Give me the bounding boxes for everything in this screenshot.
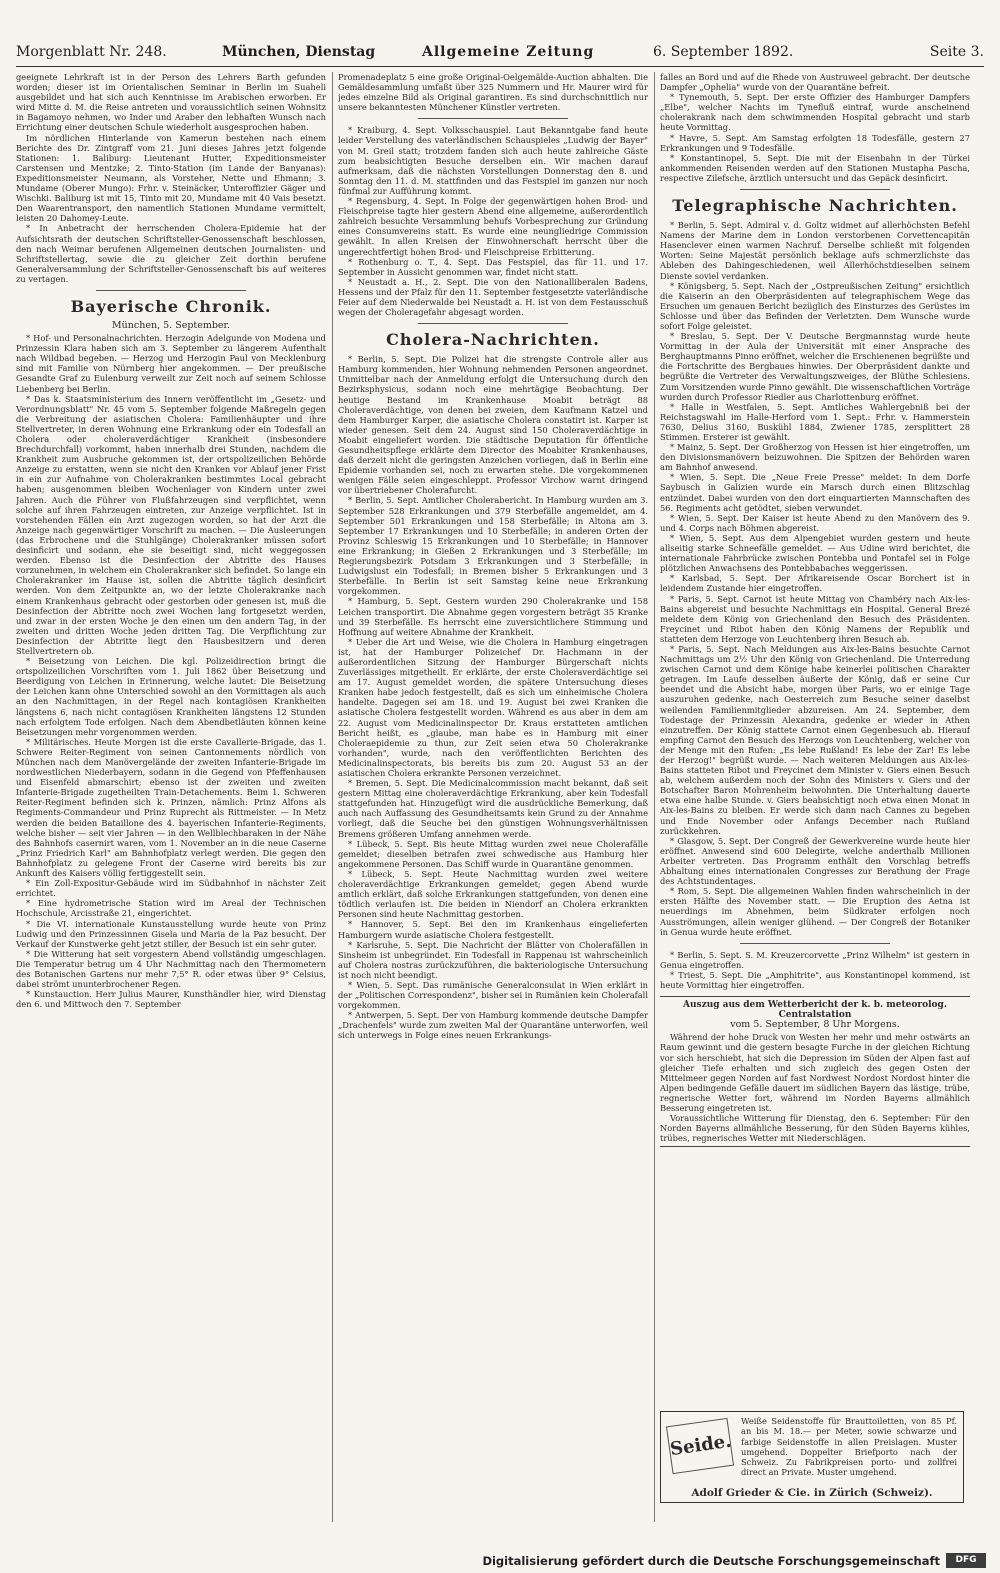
section-heading-cholera-nachrichten: Cholera-Nachrichten. [386,330,600,350]
divider [418,118,568,119]
article-paragraph: * Hamburg, 5. Sept. Gestern wurden 290 Cholerakranke und 158 Leichen transportirt. Die Abnahme gegen vorgestern beträgt 35 Kranke und 39 Sterbefälle. Es herrscht eine zuversichtlichere Stimmung und Hoffnung auf weitere Abnahme der Krankheit. [338,596,648,637]
article-paragraph: * Bremen, 5. Sept. Die Medicinalcommission macht bekannt, daß seit gestern Mittag eine choleraverdächtige Erkrankung, aber kein Todesfall stattgefunden hat. Hinzugefügt wird die ausdrückliche Bemerkung, daß auch nach Auffassung des Gesundheitsamts kein Grund zu der Annahme vorliegt, daß die Seuche bei den günstigen Wohnungsverhältnissen Bremens größeren Umfang annehmen werde. [338,778,648,839]
article-paragraph: * Beisetzung von Leichen. Die kgl. Polizeidirection bringt die ortspolizeilichen Vorschriften vom 1. Juli 1862 über Beisetzung und Beerdigung von Leichen in Erinnerung, welche lautet: Die Beisetzung der Leichen kann ohne Unterschied sowohl an den Vormittagen als auch an den Nachmittagen, in der Regel nach kontagiösen Krankheiten längstens 6, nach nicht contagiösen Krankheiten längstens 12 Stunden nach erfolgtem Tode erfolgen. Nach dem Abendbetläuten können keine Beisetzungen mehr vorgenommen werden. [16,656,326,737]
article-paragraph: * Rom, 5. Sept. Die allgemeinen Wahlen finden wahrscheinlich in der ersten Hälfte des November statt. — Die Eruption des Aetna ist neuerdings im Abnehmen, beim Südkrater erfolgen noch Ausströmungen, allein weniger glühend. — Der Congreß der Botaniker in Genua wurde heute eröffnet. [660,886,970,937]
issue-date: 6. September 1892. [653,44,794,60]
article-paragraph: * Lübeck, 5. Sept. Heute Nachmittag wurden zwei weitere choleraverdächtige Erkrankungen gemeldet; gegen Abend wurde amtlich erklärt, daß solche Erkrankungen stattgefunden, von denen eine tödtlich verlaufen ist. Die beiden in Niendorf an Cholera erkrankten Personen sind heute Nachmittag gestorben. [338,868,648,920]
divider [740,943,890,944]
article-paragraph: * Das k. Staatsministerium des Innern veröffentlicht im „Gesetz- und Verordnungsblatt" Nr. 45 vom 5. September folgende Maßregeln gegen die Verbreitung der asiatischen Cholera: Familienhäupter und ihre Stellvertreter, in deren Wohnung eine Erkrankung oder ein Todesfall an Cholera oder choleraverdächtiger Krankheit (insbesondere Brechdurchfall) vorkommt, haben innerhalb drei Stunden, nachdem die Krankheit zum Ausbruche gekommen ist, der ortspolizeilichen Behörde Anzeige zu erstatten, wenn sie nicht den Kranken vor Ablauf jener Frist in ein zur Aufnahme von Cholerakranken bestimmtes Local gebracht haben; ausgenommen bleiben Wochenlager von Kindern unter zwei Jahren. Auch die Führer von Flußfahrzeugen sind verpflichtet, wenn solche auf ihren Fahrzeugen eintreten, zur Anzeige verpflichtet. Ist in vorstehenden Fällen ein Arzt zugezogen worden, so hat der Arzt die Anzeige nach gegenwärtiger Vorschrift zu machen. — Die Ausleerungen (das Erbrochene und die Stuhlgänge) Cholerakranker müssen sofort desinficirt und sodann, ehe sie beseitigt sind, nicht weggegossen werden. Ebenso ist die Desinfection der Abtritte des Hauses vorzunehmen, in welchem ein Cholerakranker sich befindet. So lange ein Cholerakranker im Hause ist, sollen die Abtritte täglich desinficirt werden. Von dem Zeitpunkte an, wo der letzte Cholerakranke nach einem Krankenhaus gebracht oder gestorben oder genesen ist, muß die Desinfection der Abtritte noch zwei Wochen lang fortgesetzt werden, und zwar in der ersten Woche je den einen um den andern Tag, in der zweiten und dritten Woche jeden dritten Tag. Die Verpflichtung zur Desinfection der Abtritte liegt den Hausbesitzern und deren Stellvertretern ob. [16,393,326,656]
article-paragraph: * Wien, 5. Sept. Die „Neue Freie Presse" meldet: In dem Dorfe Saybusch in Galizien wurde ein Marsch durch einen Blitzschlag entzündet. Dabei wurden von den dort einquartierten Mannschaften des 56. Regiments acht getödtet, sieben verwundet. [660,472,970,513]
article-paragraph: * Tynemouth, 5. Sept. Der erste Offizier des Hamburger Dampfers „Elbe", welcher Nachts im Tynefluß eintraf, wurde anscheinend cholerakrank nach dem schwimmenden Hospital gebracht und starb heute Vormittag. [660,92,970,133]
ad-text: Weiße Seidenstoffe für Brauttoiletten, von 85 Pf. an bis M. 18.— per Meter, sowie schwarze und farbige Seidenstoffe in allen Preislagen. Muster umgehend. Doppelter Briefporto nach der Schweiz. Zu Fabrikpreisen porto- und zollfrei direct an Private. Muster umgehend. [741,1416,957,1478]
article-paragraph: * Wien, 5. Sept. Das rumänische Generalconsulat in Wien erklärt in der „Politischen Correspondenz", bisher sei in Rumänien kein Cholerafall vorgekommen. [338,979,648,1011]
column-2 [338,72,648,1547]
place-date-label: München, Dienstag [222,44,376,60]
article-paragraph: * Kunstauction. Herr Julius Maurer, Kunsthändler hier, wird Dienstag den 6. und Mittwoch den 7. September [16,989,326,1010]
article-paragraph: * Glasgow, 5. Sept. Der Congreß der Gewerkvereine wurde heute hier eröffnet. Anwesend sind 600 Delegirte, welche anderthalb Millionen Arbeiter vertreten. Das Programm enthält den Vorschlag betreffs Abhaltung eines internationalen Congresses zur Berathung der Frage des Achtstundentages. [660,835,970,887]
article-paragraph: * Karlsbad, 5. Sept. Der Afrikareisende Oscar Borchert ist in leidendem Zustande hier eingetroffen. [660,573,970,594]
article-paragraph: * Die VI. internationale Kunstausstellung wurde heute von Prinz Ludwig und den Prinzessinnen Gisela und Maria de la Paz besucht. Der Verkauf der Kunstwerke geht jetzt stiller, der Besuch ist ein sehr guter. [16,918,326,949]
article-paragraph: * Wien, 5. Sept. Der Kaiser ist heute Abend zu den Manövern des 9. und 4. Corps nach Böhmen abgereist. [660,512,970,533]
article-paragraph: * Ueber die Art und Weise, wie die Cholera in Hamburg eingetragen ist, hat der Hamburger Polizeichef Dr. Hachmann in der außerordentlichen Sitzung der Hamburger Bürgerschaft nichts Zuverlässiges mitgetheilt. Er erklärte, der erste Choleraverdächtige sei am 17. August gemeldet worden, die spätere Untersuchung dieses Kranken habe jedoch festgestellt, daß es sich um einheimische Cholera handelte. Dagegen sei am 18. und 19. August bei zwei Kranken die asiatische Cholera festgestellt worden. Während es aus aber in dem am 22. August vom Medicinalinspector Dr. Kraus erstatteten amtlichen Bericht heißt, es „glaube, man habe es in Hamburg mit einer Choleraepidemie zu thun, zur Zeit seien etwa 50 Cholerakranke vorhanden", wurde, nach den veröffentlichten Berichten des Medicinalinspectorats, bis bereits bis zum 20. August 53 an der asiatischen Cholera erkrankte Personen verzeichnet. [338,636,648,778]
article-paragraph: * Antwerpen, 5. Sept. Der von Hamburg kommende deutsche Dampfer „Drachenfels" wurde zum zweiten Mal der Quarantäne unterworfen, weil sich unterwegs in Folge eines neuen Erkrankungs- [338,1010,648,1041]
weather-report-date: vom 5. September, 8 Uhr Morgens. [730,1019,900,1031]
divider [96,290,246,291]
article-paragraph: * Konstantinopel, 5. Sept. Die mit der Eisenbahn in der Türkei ankommenden Reisenden werden auf den Stationen Mustapha Pascha, respective Zilefsche, ärztlich untersucht und das Gepäck desinficirt. [660,152,970,183]
column-divider [332,72,333,1522]
column-1 [16,72,326,1547]
article-paragraph: * Ein Zoll-Expositur-Gebäude wird im Südbahnhof in nächster Zeit errichtet. [16,878,326,899]
column-3 [660,72,970,1404]
article-paragraph: falles an Bord und auf die Rhede von Austruweel gebracht. Der deutsche Dampfer „Ophelia" wurde von der Quarantäne befreit. [660,72,970,93]
article-paragraph: * Berlin, 5. Sept. S. M. Kreuzercorvette „Prinz Wilhelm" ist gestern in Genua eingetroffen. [660,949,970,970]
article-paragraph: * Kraiburg, 4. Sept. Volksschauspiel. Laut Bekanntgabe fand heute leider Verstellung des vaterländischen Schauspieles „Ludwig der Bayer" von M. Greil statt; trotzdem fanden sich auch heute zahlreiche Gäste zum beabsichtigten Besuche derselben ein. Wir machen darauf aufmerksam, daß die nächsten Vorstellungen Donnerstag den 8. und Sonntag den 11. d. M. stattfinden und das Festspiel im ganzen nur noch fünfmal zur Aufführung kommt. [338,125,648,196]
article-paragraph: * Triest, 5. Sept. Die „Amphitrite", aus Konstantinopel kommend, ist heute Vormittag hier eingetroffen. [660,969,970,990]
divider [740,189,890,190]
article-paragraph: Promenadeplatz 5 eine große Original-Oelgemälde-Auction abhalten. Die Gemäldesammlung umfaßt über 325 Nummern und Hr. Maurer wird für jedes einzelne Bild als Original garantiren. Es sind durchschnittlich nur unsere bekanntesten Münchener Künstler vertreten. [338,72,648,113]
article-paragraph: * Hannover, 5. Sept. Bei den im Krankenhaus eingelieferten Hamburgern wurde asiatische Cholera festgestellt. [338,919,648,940]
weather-report [660,996,970,1147]
article-paragraph: * Wien, 5. Sept. Aus dem Alpengebiet wurden gestern und heute allseitig starke Schneefälle gemeldet. — Aus Udine wird berichtet, die internationale Fahrbrücke zwischen Pontebba und Pontafel sei in Folge plötzlichen Anwachsens des Pontebbabaches weggerissen. [660,532,970,574]
article-paragraph: * Die Witterung hat seit vorgestern Abend vollständig umgeschlagen. Die Temperatur betrug um 4 Uhr Nachmittag nach den Thermometern des Botanischen Gartens nur mehr 7,5° R. oder etwas über 9° Celsius, dabei strömt ununterbrochener Regen. [16,948,326,990]
digitization-footer [0,1550,1000,1573]
article-paragraph: Im nördlichen Hinterlande von Kamerun bestehen nach einem Berichte des Dr. Zintgraff vom 21. Juni dieses Jahres jetzt folgende Stationen: 1. Baliburg: Lieutenant Hutter, Expeditionsmeister Carstensen und Mentzke; 2. Tinto-Station (im Lande der Banyanas): Expeditionsmeister Neumann, als Vorsteher, Nette und Ehmann; 3. Mundame (Oberer Mungo): Frhr. v. Steinäcker, Unteroffizier Gäger und Wischki. Baliburg ist mit 15, Tinto mit 20, Mundame mit 40 Vais besetzt. Den Waarentransport, den namentlich Stationen Mundame vermittelt, leisten 20 Dahomey-Leute. [16,132,326,224]
edition-label: Morgenblatt Nr. 248. [16,44,167,60]
article-paragraph: * Eine hydrometrische Station wird im Areal der Technischen Hochschule, Arcisstraße 21, eingerichtet. [16,898,326,919]
article-paragraph: * Berlin, 5. Sept. Admiral v. d. Goltz widmet auf allerhöchsten Befehl Namens der Marine dem in London verstorbenen Corvettencapitän Hasenclever einen warmen Nachruf. Derselbe schließt mit folgenden Worten: Seine Majestät persönlich beklage aufs schmerzlichste das Ableben des Dahingeschiedenen, weil Allerhöchstdieselben seinem Dienste soviel verdanken. [660,220,970,281]
section-heading-bayerische-chronik: Bayerische Chronik. [70,296,272,316]
article-paragraph: * Militärisches. Heute Morgen ist die erste Cavallerie-Brigade, das 1. Schwere Reiter-Regiment von seinen Cantonnements nördlich von München nach dem Manövergelände der zweiten Infanterie-Brigade im nordwestlichen Niederbayern, sodann in die Gegend von Pfeffenhausen und Eisenfeld abmarschirt; ebenso ist der zweiten und zweiten Infanterie-Brigade zugetheilten Train-Detachements. Beim 1. Schweren Reiter-Regiment befinden sich k. Prinzen, nämlich: Prinz Alfons als Regiments-Commandeur und Prinz Ruprecht als Rittmeister. — In Metz werden die beiden Bataillone des 4. bayerischen Infanterie-Regiments, welche bisher — seit vier Jahren — in den Wellblechbaraken in der Nähe des Bahnhofs casernirt waren, vom 1. November an in die neue Caserne „Prinz Friedrich Karl" am Bahnhofplatz verlegt werden. Die gegen den Bahnhofplatz zu gelegene Front der Caserne wird bereits bis zur Ankunft des Kaisers völlig fertiggestellt sein. [16,736,326,879]
weather-forecast: Voraussichtliche Witterung für Dienstag, den 6. September: Für den Norden Bayerns allmähliche Besserung, für den Süden Bayerns kühles, trübes, regnerisches Wetter mit Niederschlägen. [660,1113,970,1144]
advertisement [660,1411,964,1503]
article-paragraph: * Paris, 5. Sept. Nach Meldungen aus Aix-les-Bains besuchte Carnot Nachmittags um 2½ Uhr den König von Griechenland. Die Unterredung zwischen Carnot und dem Könige habe keinerlei politischen Charakter getragen. Im Laufe desselben äußerte der König, daß er seine Cur beendet und die Absicht habe, morgen über Paris, wo er einige Tage auszuruhen gedenke, nach Oesterreich zum Besuche seiner daselbst weilenden Familienmitglieder abzureisen. Am 24. September, dem Todestage der Prinzessin Alexandra, gedenke er wieder in Athen einzutreffen. Der König stattete Carnot einen Gegenbesuch ab. Hierauf empfing Carnot den Besuch des Herzogs von Leuchtenberg, welcher von der Menge mit den Rufen: „Es lebe Rußland! Es lebe der Zar! Es lebe der Herzog!" begrüßt wurde. — Nach weiteren Meldungen aus Aix-les-Bains statteten Ribot und Freycinet dem Minister v. Giers einen Besuch ab, welchem außerdem noch der Sohn des Ministers v. Giers und der Botschafter Baron Mohrenheim beiwohnten. Die Unterhaltung dauerte etwa eine halbe Stunde. v. Giers beabsichtigt noch etwa einen Monat in Aix-les-Bains zu bleiben. Er werde sich dann nach Cannes zu begeben und Ende November oder Anfangs December nach Rußland zurückkehren. [660,643,970,836]
article-paragraph: geeignete Lehrkraft ist in der Person des Lehrers Barth gefunden worden; dieser ist im Orientalischen Seminar in Berlin im Suaheli ausgebildet und hat sich auch Kenntnisse im Arabischen erworben. Er wird Mitte d. M. die Reise antreten und voraussichtlich seinen Wohnsitz in Bagamoyo nehmen, wo Inder und Araber den lebhaften Wunsch nach Errichtung einer deutschen Schule wiederholt ausgesprochen haben. [16,72,326,133]
section-heading-telegraphische-nachrichten: Telegraphische Nachrichten. [672,196,958,216]
article-paragraph: * Berlin, 5. Sept. Die Polizei hat die strengste Controle aller aus Hamburg kommenden, hier Wohnung nehmenden Personen angeordnet. Unmittelbar nach der Anmeldung erfolgt die Untersuchung durch den Bezirksphysicus, sodann noch eine mehrtägige Beobachtung. Der heutige Bestand im Krankenhause Moabit beträgt 88 Choleraverdächtige, von denen bei zweien, dem Kaufmann Katzel und dem Hamburger Karper, die asiatische Cholera constatirt ist. Karper ist wieder genesen. Seit dem 24. August sind 150 Choleraverdächtige in Moabit eingeliefert worden. Die städtische Deputation für öffentliche Gesundheitspflege erklärte dem Director des Moabiter Krankenhauses, daß derzeit nicht die geringsten Anzeichen vorliegen, daß in Berlin eine Epidemie vorhanden sei, noch zu erwarten stehe. Die vorgekommenen wenigen Fälle seien eingeschleppt. Professor Virchow warnt dringend vor übertriebener Cholerafurcht. [338,354,648,496]
dfg-logo-icon: DFG [946,1553,986,1568]
divider [418,323,568,324]
article-paragraph: * Königsberg, 5. Sept. Nach der „Ostpreußischen Zeitung" ersichtlich die Kaiserin an den Oberpräsidenten auf telegraphischem Wege das Ersuchen um genauen Bericht bezüglich des Einsturzes des Gerüstes im Schlosse und über das Befinden der Verletzten. Dem Wunsche wurde sofort Folge geleistet. [660,280,970,331]
article-paragraph: * Havre, 5. Sept. Am Samstag erfolgten 18 Todesfälle, gestern 27 Erkrankungen und 9 Todesfälle. [660,132,970,153]
article-paragraph: * Neustadt a. H., 2. Sept. Die von den Nationalliberalen Badens, Hessens und der Pfalz für den 11. September festgesetzte vaterländische Feier auf dem Niederwalde bei Neustadt a. H. ist von dem Festausschuß wegen der Choleragefahr abgesagt worden. [338,276,648,318]
footer-credit: Digitalisierung gefördert durch die Deutsche Forschungsgemeinschaft [482,1554,940,1568]
dateline: München, 5. September. [111,319,231,331]
article-paragraph: * Breslau, 5. Sept. Der V. Deutsche Bergmannstag wurde heute Vormittag in der Aula der Universität mit einer Ansprache des Berghauptmanns Pinno eröffnet, welcher die Erschienenen begrüßte und die Fortschritte des Bergbaues hinwies. Der Oberpräsident dankte und begrüßte die Vertreter des Verwaltungszweiges, der Blüthe Schlesiens. Zum Vorsitzenden wurde Pinno gewählt. Die wissenschaftlichen Vorträge wurden durch Professor Riedler aus Charlottenburg eröffnet. [660,331,970,402]
weather-report-text: Während der hohe Druck von Westen her mehr und mehr ostwärts an Raum gewinnt und die gestern besagte Furche in der gleichen Richtung vor sich herschiebt, hat sich die Depression im Süden der Alpen fast auf gleicher Tiefe erhalten und sich zugleich des gegen Osten der Mittelmeer gegen Norden auf fast Nordwest Nordost Nordost hinter die Alpen bedingende Gefälle dauert im südlichen Bayern das lästige, trübe, regnerische Wetter fort, während im Norden Bayerns allmählich Besserung eingetreten ist. [660,1032,970,1113]
masthead [16,40,984,67]
article-paragraph: * Berlin, 5. Sept. Amtlicher Cholerabericht. In Hamburg wurden am 3. September 528 Erkrankungen und 379 Sterbefälle angemeldet, am 4. September 501 Erkrankungen und 158 Sterbefälle; in Altona am 3. September 17 Erkrankungen und 10 Sterbefälle; in anderen Orten der Provinz Schleswig 15 Erkrankungen und 10 Sterbefälle; in Hannover eine Erkrankung; in Gießen 2 Erkrankungen und 3 Sterbefälle; im Regierungsbezirk Potsdam 3 Erkrankungen und 3 Sterbefälle; in Ludwigslust ein Todesfall; in Bremen bisher 5 Erkrankungen und 3 Sterbefälle. In Berlin ist seit Samstag keine neue Erkrankung vorgekommen. [338,495,648,597]
weather-report-title: Auszug aus dem Wetterbericht der k. b. meteorolog. Centralstation [683,1000,947,1021]
ad-stamp-logo: Seide. [666,1418,734,1474]
article-paragraph: * Regensburg, 4. Sept. In Folge der gegenwärtigen hohen Brod- und Fleischpreise tagte hier gestern Abend eine allgemeine, außerordentlich zahlreich besuchte Versammlung behufs Vorbesprechung zur Gründung eines Consumvereins statt. Es wurde eine neungliedrige Commission gewählt. In allen Kreisen der Einwohnerschaft herrscht über die ungerechtfertigt hohen Brod- und Fleischpreise Erbitterung. [338,196,648,257]
article-paragraph: * Mainz, 5. Sept. Der Großherzog von Hessen ist hier eingetroffen, um den Divisionsmanövern beizuwohnen. Die Spitzen der Behörden waren am Bahnhof anwesend. [660,442,970,473]
article-paragraph: * In Anbetracht der herrschenden Cholera-Epidemie hat der Aufsichtsrath der deutschen Schriftsteller-Genossenschaft beschlossen, den nach Weimar berufenen Allgemeinen deutschen Journalisten- und Schriftstellertag, sowie die zu gleicher Zeit dorthin berufene Generalversammlung der Schriftsteller-Genossenschaft bis auf weiteres zu vertagen. [16,223,326,284]
article-paragraph: * Lübeck, 5. Sept. Bis heute Mittag wurden zwei neue Cholerafälle gemeldet; dieselben betrafen zwei schwedische aus Hamburg hier angekommene Personen. Das Schiff wurde in Quarantäne genommen. [338,838,648,869]
article-paragraph: * Karlsruhe, 5. Sept. Die Nachricht der Blätter von Cholerafällen in Sinsheim ist unbegründet. Ein Todesfall in Rappenau ist wahrscheinlich auf Cholera nostras zurückzuführen, die bakteriologische Untersuchung ist noch nicht beendigt. [338,939,648,980]
column-divider [654,72,655,1522]
article-paragraph: * Hof- und Personalnachrichten. Herzogin Adelgunde von Modena und Prinzessin Klara haben sich am 3. September zu längerem Aufenthalt nach Wildbad begeben. — Herzog und Herzogin Paul von Mecklenburg sind mit Familie von Nürnberg hier angekommen. — Der preußische Gesandte Graf zu Eulenburg verweilt zur Zeit noch auf seinem Schlosse Liebenberg bei Berlin. [16,333,326,394]
newspaper-title: Allgemeine Zeitung [422,44,595,60]
ad-firm-name: Adolf Grieder & Cie. in Zürich (Schweiz). [691,1486,933,1499]
page-number: Seite 3. [929,44,984,60]
article-paragraph: * Paris, 5. Sept. Carnot ist heute Mittag von Chambéry nach Aix-les-Bains abgereist und besuchte Nachmittags ein Hospital. General Brezé meldete dem König von Griechenland den Besuch des Präsidenten. Freycinet und Ribot haben den König Namens der Republik und statteten dem Herzoge von Leuchtenberg ihren Besuch ab. [660,593,970,644]
article-paragraph: * Rothenburg o. T., 4. Sept. Das Festspiel, das für 11. und 17. September in Aussicht genommen war, findet nicht statt. [338,256,648,277]
article-paragraph: * Halle in Westfalen, 5. Sept. Amtliches Wahlergebniß bei der Reichstagswahl im Halle-Herford vom 1. Sept.: Frhr. v. Hammerstein 7630, Delius 3160, Buskühl 1884, Zwiener 1785, zersplittert 28 Stimmen. Ersterer ist gewählt. [660,401,970,442]
